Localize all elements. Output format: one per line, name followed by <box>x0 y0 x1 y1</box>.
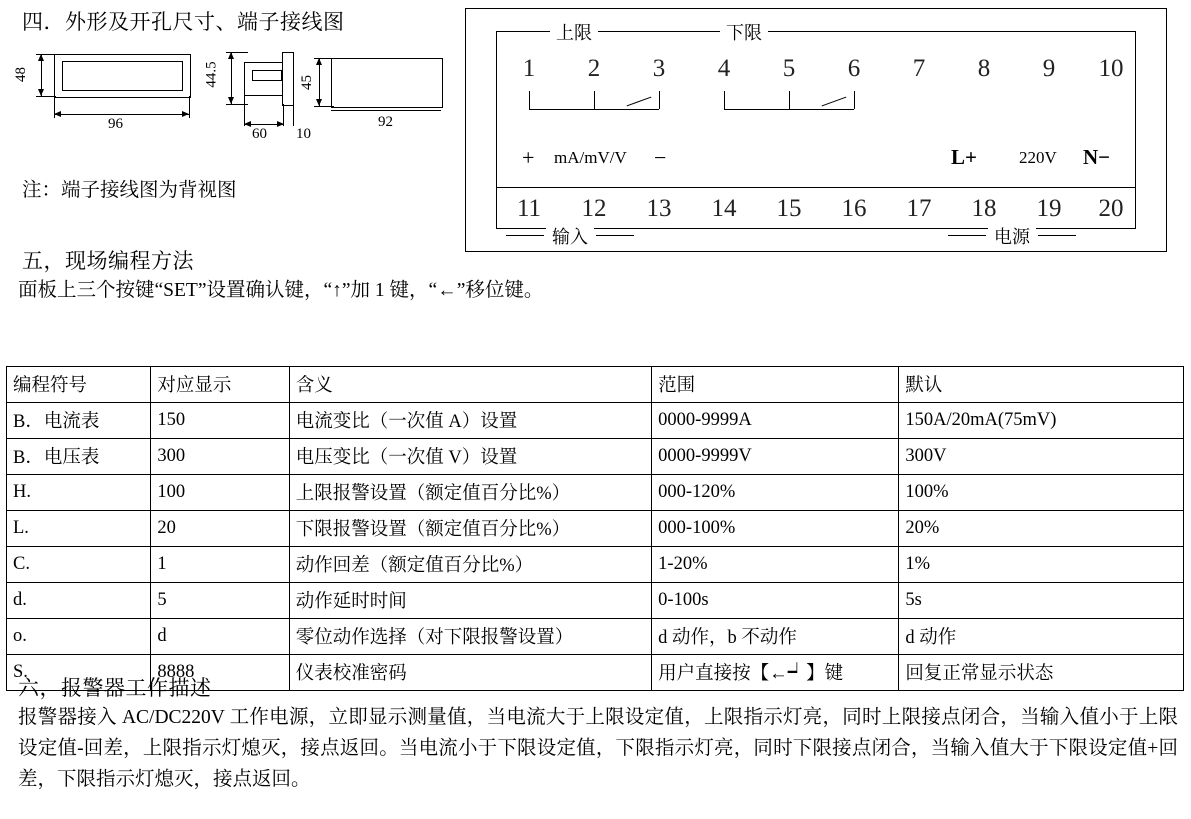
cell-meaning: 上限报警设置（额定值百分比%） <box>289 475 651 511</box>
cell-meaning: 仪表校准密码 <box>289 655 651 691</box>
section-6-body: 报警器接入 AC/DC220V 工作电源，立即显示测量值，当电流大于上限设定值，上限指示灯亮，同时上限接点闭合，当输入值小于上限设定值-回差，上限指示灯熄灭，接点返回。当电流小于下限设定值，下限指示灯亮，同时下限接点闭合，当输入值大于下限设定值+回差，下限指示灯熄灭，接点返回。 <box>18 707 1178 790</box>
cell-meaning: 电流变比（一次值 A）设置 <box>289 403 651 439</box>
terminal-13: 13 <box>646 195 672 222</box>
cell-default: 150A/20mA(75mV) <box>899 403 1184 439</box>
cell-meaning: 下限报警设置（额定值百分比%） <box>289 511 651 547</box>
input-plus-sign: + <box>522 145 535 170</box>
cell-symbol: S. <box>7 655 151 691</box>
table-header-row <box>7 367 1184 403</box>
depth-body-ext-mid <box>283 104 284 126</box>
section-4-title: 四．外形及开孔尺寸、端子接线图 <box>22 10 345 34</box>
depth-body-ext-left <box>244 94 245 126</box>
side-flange-outline <box>282 52 294 106</box>
front-width-label: 96 <box>108 116 123 132</box>
upper-limit-line-left <box>506 31 548 32</box>
header-meaning: 含义 <box>289 367 651 403</box>
terminal-4: 4 <box>717 55 731 82</box>
upper-limit-line-right <box>600 31 642 32</box>
cell-display: 100 <box>151 475 289 511</box>
terminal-3: 3 <box>652 55 666 82</box>
cell-meaning: 动作回差（额定值百分比%） <box>289 547 651 583</box>
front-width-ext-right <box>189 96 190 118</box>
cutout-view-outline <box>331 58 443 108</box>
side-width-label: 92 <box>378 114 393 130</box>
power-l-terminal: L+ <box>951 145 977 169</box>
header-range: 范围 <box>652 367 899 403</box>
lower-limit-line-right <box>770 31 798 32</box>
cell-range: 1-20% <box>652 547 899 583</box>
terminal-6: 6 <box>847 55 861 82</box>
terminal-10: 10 <box>1098 55 1124 82</box>
lower-limit-line-left <box>688 31 718 32</box>
header-default: 默认 <box>899 367 1184 403</box>
terminal-19: 19 <box>1036 195 1062 222</box>
front-width-dimline <box>54 114 189 115</box>
power-label: 电源 <box>988 223 1036 249</box>
cell-symbol: C. <box>7 547 151 583</box>
cell-default: d 动作 <box>899 619 1184 655</box>
table-row <box>7 439 1184 475</box>
contact-line-10 <box>854 91 855 109</box>
programming-table <box>6 366 1184 691</box>
front-width-arrow-right <box>182 111 189 117</box>
terminal-9: 9 <box>1042 55 1056 82</box>
upper-limit-label: 上限 <box>550 19 598 45</box>
terminal-18: 18 <box>971 195 997 222</box>
terminal-15: 15 <box>776 195 802 222</box>
side-stud-outline <box>252 70 282 81</box>
cell-display: 20 <box>151 511 289 547</box>
cell-display: 8888 <box>151 655 289 691</box>
cell-symbol: o. <box>7 619 151 655</box>
terminal-5: 5 <box>782 55 796 82</box>
depth-flange-ext-right <box>293 104 294 126</box>
signal-range-label: mA/mV/V <box>554 148 627 167</box>
input-line-right <box>596 235 634 236</box>
cell-range: 0000-9999V <box>652 439 899 475</box>
cell-meaning: 电压变比（一次值 V）设置 <box>289 439 651 475</box>
cell-range: 000-120% <box>652 475 899 511</box>
power-line-right <box>1038 235 1076 236</box>
front-width-ext-left <box>54 96 55 118</box>
cell-display: d <box>151 619 289 655</box>
cell-symbol: B．电流表 <box>7 403 151 439</box>
cell-range: 000-100% <box>652 511 899 547</box>
depth-flange-label: 10 <box>296 126 311 142</box>
depth-body-label: 60 <box>252 126 267 142</box>
side-height-ext-top <box>314 58 334 59</box>
cut-height-ext-top <box>226 52 248 53</box>
cell-range: 0-100s <box>652 583 899 619</box>
section-5-body: 面板上三个按键“SET”设置确认键，“↑”加 1 键，“←”移位键。 <box>18 280 544 301</box>
front-height-ext-bottom <box>36 96 56 97</box>
cell-symbol: L. <box>7 511 151 547</box>
cell-display: 1 <box>151 547 289 583</box>
cell-range: d 动作，b 不动作 <box>652 619 899 655</box>
front-height-arrow-down <box>38 89 44 96</box>
cut-height-label: 44.5 <box>203 61 220 88</box>
section-6-title: 六，报警器工作描述 <box>18 676 212 700</box>
contact-line-3 <box>594 91 595 109</box>
front-view-inner <box>62 61 183 91</box>
cell-display: 5 <box>151 583 289 619</box>
power-n-terminal: N− <box>1083 145 1111 169</box>
terminal-11: 11 <box>516 195 542 222</box>
terminal-7: 7 <box>912 55 926 82</box>
cut-height-arrow-up <box>228 52 234 59</box>
contact-line-8 <box>789 91 790 109</box>
input-minus-sign: − <box>654 145 667 170</box>
cell-display: 300 <box>151 439 289 475</box>
contact-line-4 <box>594 109 659 110</box>
side-height-arrow-down <box>316 99 322 106</box>
cell-default: 20% <box>899 511 1184 547</box>
contact-line-2 <box>529 109 594 110</box>
power-voltage-label: 220V <box>1019 148 1057 167</box>
cell-default: 300V <box>899 439 1184 475</box>
cell-default: 回复正常显示状态 <box>899 655 1184 691</box>
table-row <box>7 475 1184 511</box>
section-5-title: 五，现场编程方法 <box>22 249 194 273</box>
input-line-left <box>506 235 544 236</box>
cell-display: 150 <box>151 403 289 439</box>
cell-default: 5s <box>899 583 1184 619</box>
terminal-row-separator <box>497 187 1135 188</box>
dimension-drawings <box>13 36 436 146</box>
front-height-ext-top <box>36 54 56 55</box>
table-row <box>7 547 1184 583</box>
lower-limit-label: 下限 <box>720 19 768 45</box>
contact-line-6 <box>724 91 725 109</box>
header-display: 对应显示 <box>151 367 289 403</box>
front-height-arrow-up <box>38 54 44 61</box>
side-width-dimline <box>331 110 441 111</box>
cell-range: 用户直接按【←┙】键 <box>652 655 899 691</box>
cell-symbol: B．电压表 <box>7 439 151 475</box>
front-height-label: 48 <box>13 67 29 82</box>
table-row <box>7 619 1184 655</box>
cell-default: 100% <box>899 475 1184 511</box>
header-symbol: 编程符号 <box>7 367 151 403</box>
table-row <box>7 583 1184 619</box>
contact-line-9 <box>789 109 854 110</box>
table-row <box>7 511 1184 547</box>
terminal-17: 17 <box>906 195 932 222</box>
terminal-8: 8 <box>977 55 991 82</box>
terminal-20: 20 <box>1098 195 1124 222</box>
side-height-label: 45 <box>299 75 315 90</box>
input-label: 输入 <box>546 223 594 249</box>
terminal-12: 12 <box>581 195 607 222</box>
rear-view-note: 注：端子接线图为背视图 <box>22 180 237 201</box>
cell-range: 0000-9999A <box>652 403 899 439</box>
depth-body-arrow-left <box>244 121 251 127</box>
cell-meaning: 动作延时时间 <box>289 583 651 619</box>
terminal-16: 16 <box>841 195 867 222</box>
contact-line-7 <box>724 109 789 110</box>
terminal-2: 2 <box>587 55 601 82</box>
terminal-1: 1 <box>522 55 536 82</box>
contact-line-5 <box>659 91 660 109</box>
cell-symbol: d. <box>7 583 151 619</box>
cut-height-arrow-down <box>228 97 234 104</box>
front-width-arrow-left <box>54 111 61 117</box>
terminal-wiring-diagram <box>465 8 1167 252</box>
cell-meaning: 零位动作选择（对下限报警设置） <box>289 619 651 655</box>
power-line-left <box>948 235 986 236</box>
side-height-ext-bottom <box>314 106 334 107</box>
cell-default: 1% <box>899 547 1184 583</box>
side-height-arrow-up <box>316 58 322 65</box>
contact-line-1 <box>529 91 530 109</box>
terminal-14: 14 <box>711 195 737 222</box>
table-row <box>7 403 1184 439</box>
cell-symbol: H. <box>7 475 151 511</box>
